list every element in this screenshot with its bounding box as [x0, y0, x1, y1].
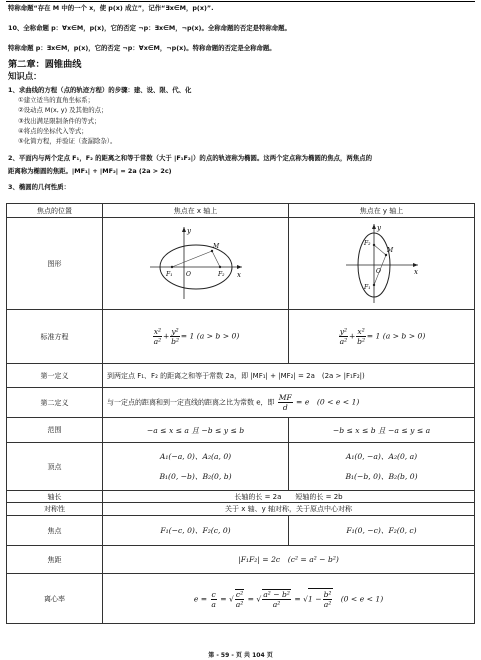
table-row-foci [7, 516, 475, 546]
std-equation-x: $\frac{\text{x²}}{\text{a²}}$ + $\frac{\text{y²}}{\text{b²}}$ = 1 (a > b > 0) [103, 310, 289, 364]
def2-cell [103, 388, 475, 418]
ecc-eq-2: = [247, 594, 254, 604]
text-line-10: 10、全称命题 p：∀x∈M，p(x)，它的否定 ¬p：∃x∈M，¬p(x)。全称命题的否定是特称命题。 [8, 24, 291, 32]
std-label: 标准方程 [7, 310, 103, 364]
range-y: −b ≤ x ≤ b 且 −a ≤ y ≤ a [289, 418, 475, 443]
ellipse-x-diagram [146, 223, 246, 303]
ecc-condition: (0 < e < 1) [340, 594, 384, 604]
ecc-one: 1 − [307, 594, 322, 604]
vertex-y-b: B₁(−b, 0)、B₂(b, 0) [345, 472, 418, 481]
step-4: ④将点的坐标代入等式； [18, 127, 88, 135]
graph-x-cell [103, 218, 289, 310]
std-x-term2: $\frac{\text{y²}}{\text{b²}}$ [171, 327, 180, 346]
vertex-x-a: A₁(−a, 0)、A₂(a, 0) [159, 452, 232, 461]
eccentricity-label: 离心率 [7, 574, 103, 624]
axis-length-label: 轴长 [7, 491, 103, 503]
chapter-title: 第二章：圆锥曲线 [8, 59, 82, 70]
ellipse-y-diagram [342, 221, 422, 305]
header-y-axis: 焦点在 y 轴上 [289, 204, 475, 218]
focus-f1-label: F₁ [165, 270, 173, 278]
text-line-existential: 特称命题“存在 M 中的一个 x，使 p(x) 成立”，记作“∃x∈M，p(x)”. [8, 4, 214, 12]
vertex-y-cell [289, 443, 475, 491]
table-row-header [7, 204, 475, 218]
ecc-frac-ba: $\frac{\text{b²}}{\text{a²}}$ [323, 589, 332, 609]
table-row-range [7, 418, 475, 443]
graph-y-cell [289, 218, 475, 310]
std-x-term1: $\frac{\text{x²}}{\text{a²}}$ [153, 327, 162, 346]
def2-post: = e (0 < e < 1) [296, 397, 360, 407]
step-1: ①建立适当的直角坐标系； [18, 96, 95, 104]
origin-label-2: O [375, 267, 381, 275]
table-row-vertices [7, 443, 475, 491]
section-subtitle: 知识点： [8, 71, 42, 81]
table-row-graph [7, 218, 475, 310]
item-1: 1、求曲线的方程（点的轨迹方程）的步骤：建、设、限、代、化 [8, 86, 192, 94]
point-m-label: M [212, 242, 219, 250]
table-row-axis-length [7, 491, 475, 503]
page-footer: 第 - 59 - 页 共 104 页 [208, 652, 273, 659]
focal-distance-text: |F₁F₂| = 2c (c² = a² − b²) [103, 546, 475, 574]
ecc-eq-3: = [294, 594, 301, 604]
focus-f2-label-2: F₂ [363, 239, 371, 247]
focus-y: F₁(0, −c)、F₂(0, c) [289, 516, 475, 546]
table-row-symmetry [7, 503, 475, 516]
table-row-eccentricity [7, 574, 475, 624]
ecc-frac-ca: $\frac{c}{a}$ [211, 589, 216, 609]
std-y-term1: $\frac{\text{y²}}{\text{a²}}$ [339, 327, 348, 346]
point-m-label-2: M [386, 246, 393, 254]
def2-label: 第二定义 [7, 388, 103, 418]
std-y-term2: $\frac{\text{x²}}{\text{b²}}$ [357, 327, 366, 346]
table-row-second-definition [7, 388, 475, 418]
step-2: ②设动点 M(x, y) 及其他的点； [18, 106, 108, 114]
top-rule [6, 1, 475, 2]
vertex-x-b: B₁(0, −b)、B₂(0, b) [159, 472, 232, 481]
vertex-y-a: A₁(0, −a)、A₂(0, a) [345, 452, 418, 461]
eccentricity-formula: e = $\frac{c}{a}$ = √ $\frac{\text{c²}}{\text{a²}}$ = √ $\frac{\text{a² − b²}}{\text{a²}}$ = √1 − $\frac{\text{b²}}{\text{a²}}$ (0 < e < 1) [103, 574, 475, 624]
origin-label: O [185, 270, 191, 278]
range-x: −a ≤ x ≤ a 且 −b ≤ y ≤ b [103, 418, 289, 443]
step-3: ③找出满足限制条件的等式； [18, 117, 101, 125]
std-y-rest: = 1 (a > b > 0) [366, 331, 426, 341]
def2-pre: 与一定点的距离和到一定直线的距离之比为常数 e，即 [107, 398, 275, 407]
axis-y-label: y [186, 226, 191, 235]
std-equation-y: $\frac{\text{y²}}{\text{a²}}$ + $\frac{\text{x²}}{\text{b²}}$ = 1 (a > b > 0) [289, 310, 475, 364]
std-x-rest: = 1 (a > b > 0) [180, 331, 240, 341]
ecc-root-2: $\frac{\text{a² − b²}}{\text{a²}}$ [263, 590, 290, 610]
ecc-root-3 [308, 588, 334, 609]
def1-text: 到两定点 F₁、F₂ 的距离之和等于常数 2a，即 |MF₁| + |MF₂| = 2a (2a > |F₁F₂|) [103, 364, 475, 388]
ecc-eq-1: = [220, 594, 227, 604]
def1-label: 第一定义 [7, 364, 103, 388]
header-focus-position: 焦点的位置 [7, 204, 103, 218]
item-3: 3、椭圆的几何性质： [8, 183, 70, 191]
focus-x: F₁(−c, 0)、F₂(c, 0) [103, 516, 289, 546]
vertex-label: 顶点 [7, 443, 103, 491]
ecc-root-1: $\frac{\text{c²}}{\text{a²}}$ [235, 590, 244, 610]
axis-length-text: 长轴的长 = 2a 短轴的长 = 2b [103, 491, 475, 503]
text-line-existential-negation: 特称命题 p：∃x∈M，p(x)，它的否定 ¬p：∀x∈M，¬p(x)。特称命题的否定是全称命题。 [8, 44, 276, 52]
vertex-x-cell [103, 443, 289, 491]
focus-f1-label-2: F₁ [363, 283, 371, 291]
table-row-first-definition [7, 364, 475, 388]
graph-label: 图形 [7, 218, 103, 310]
def2-fraction: $\frac{MF}{d}$ [278, 393, 292, 412]
symmetry-text: 关于 x 轴、y 轴对称，关于原点中心对称 [103, 503, 475, 516]
focal-distance-label: 焦距 [7, 546, 103, 574]
header-x-axis: 焦点在 x 轴上 [103, 204, 289, 218]
step-5: ⑤化简方程，并验证（查漏除杂）。 [18, 137, 117, 145]
axis-x-label: x [236, 270, 241, 279]
range-label: 范围 [7, 418, 103, 443]
item-2-line-1: 2、平面内与两个定点 F₁，F₂ 的距离之和等于常数（大于 |F₁F₂|）的点的轨迹称为椭圆。这两个定点称为椭圆的焦点，两焦点的 [8, 154, 372, 162]
focus-f2-label: F₂ [217, 270, 225, 278]
axis-x-label-2: x [413, 267, 418, 276]
symmetry-label: 对称性 [7, 503, 103, 516]
ellipse-properties-table [6, 203, 475, 624]
axis-y-label-2: y [376, 223, 381, 232]
focus-label: 焦点 [7, 516, 103, 546]
table-row-focal-distance [7, 546, 475, 574]
table-row-standard-equation [7, 310, 475, 364]
item-2-line-2: 距离称为椭圆的焦距。|MF₁| + |MF₂| = 2a (2a > 2c) [8, 167, 172, 175]
ecc-lhs: e = [193, 594, 208, 604]
